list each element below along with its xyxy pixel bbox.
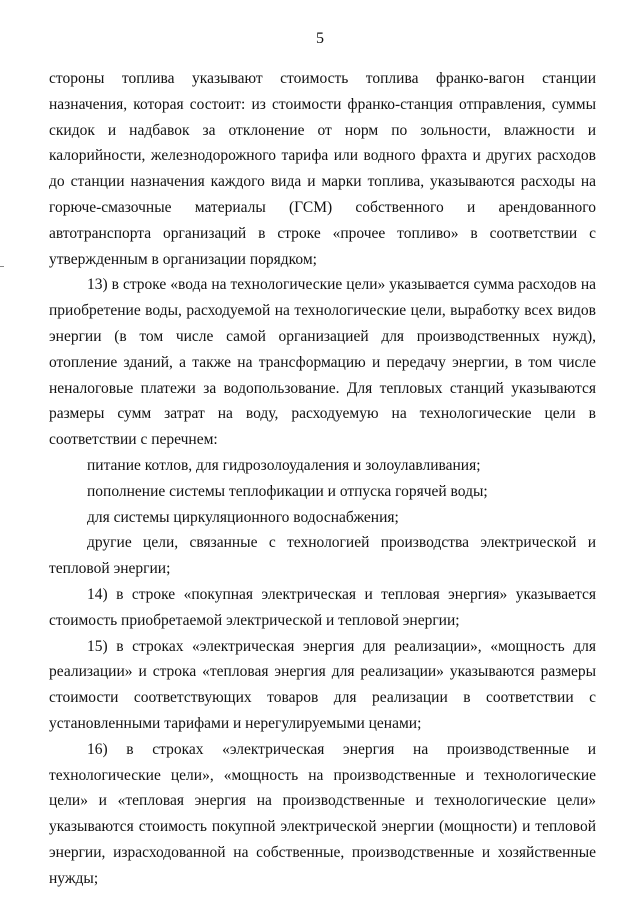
paragraph-item-16: 16) в строках «электрическая энергия на производственные и технологические цели», «мощность на производственные и технологические цели» и «тепловая энергия на производственные и технологические цели» указываются стоимость покупной электрической энергии (мощности) и тепловой энергии, израсходованной на собственные, производственные и хозяйственные нужды; bbox=[49, 740, 596, 887]
paragraph-fuel-continuation: стороны топлива указывают стоимость топлива франко-вагон станции назначения, которая состоит: из стоимости франко-станция отправления, суммы скидок и надбавок за отклонение от норм по зольности, влажности и калорийности, железнодорожного тарифа или водного фрахта и других расходов до станции назначения каждого вида и марки топлива, указываются расходы на горюче-смазочные материалы (ГСМ) собственного и арендованного автотранспорта организаций в строке «прочее топливо» в соответствии с утвержденным в организации порядком; bbox=[49, 70, 596, 268]
paragraph-item-15: 15) в строках «электрическая энергия для реализации», «мощность для реализации» и строка «тепловая энергия для реализации» указываются размеры стоимости соответствующих товаров для реализации в соответствии с установленными тарифами и нерегулируемыми ценами; bbox=[49, 637, 596, 732]
list-item-heating-replenish: пополнение системы теплофикации и отпуска горячей воды; bbox=[87, 482, 488, 500]
list-item-boiler-feed: питание котлов, для гидрозолоудаления и золоулавливания; bbox=[87, 456, 481, 474]
paragraph-item-14: 14) в строке «покупная электрическая и тепловая энергия» указывается стоимость приобретаемой электрической и тепловой энергии; bbox=[49, 585, 596, 629]
paragraph-item-13: 13) в строке «вода на технологические цели» указывается сумма расходов на приобретение воды, расходуемой на технологические цели, выработку всех видов энергии (в том числе самой организацией для производственных нужд), отопление зданий, а также на трансформацию и передачу энергии, в том числе неналоговые платежи за водопользование. Для тепловых станций указываются размеры сумм затрат на воду, расходуемую на технологические цели в соответствии с перечнем: bbox=[49, 276, 596, 449]
document-body bbox=[49, 66, 596, 892]
margin-mark bbox=[0, 266, 4, 267]
list-item-other-purposes: другие цели, связанные с технологией производства электрической и тепловой энергии; bbox=[49, 534, 596, 578]
page-number: 5 bbox=[316, 30, 324, 47]
list-item-circulation: для системы циркуляционного водоснабжения; bbox=[87, 508, 399, 526]
